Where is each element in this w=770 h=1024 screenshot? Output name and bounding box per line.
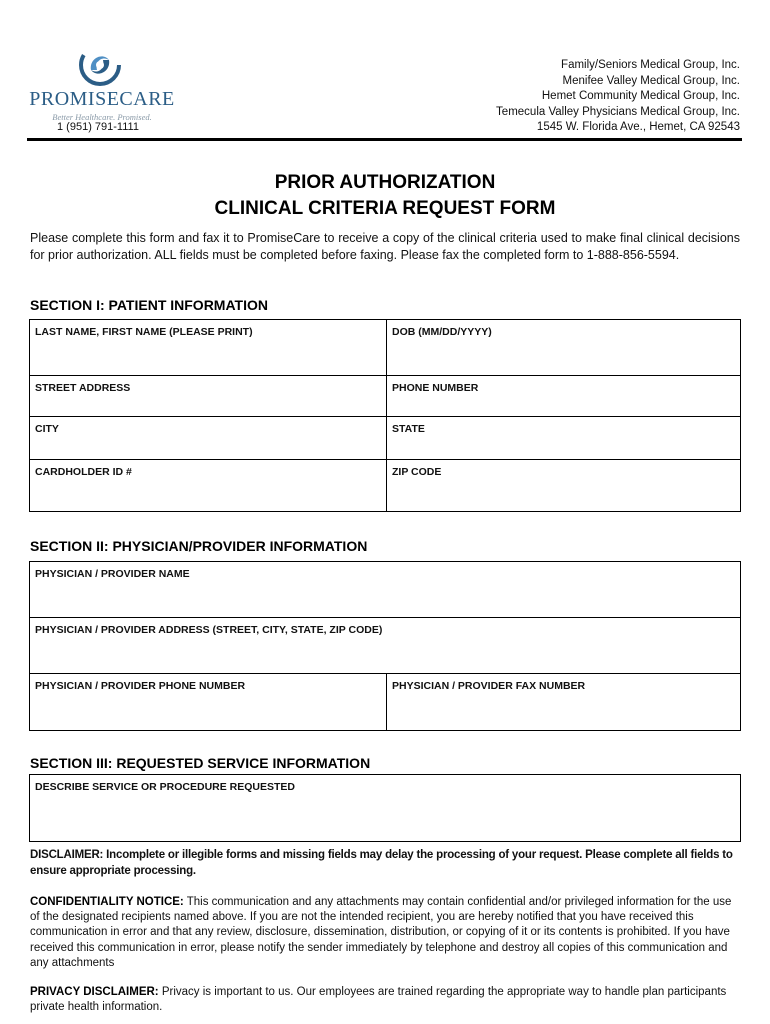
patient-row-id <box>30 459 740 511</box>
logo-tagline: Better Healthcare. Promised. <box>52 112 152 122</box>
header-phone: 1 (951) 791-1111 <box>57 121 139 133</box>
patient-row-city <box>30 416 740 459</box>
patient-city-field[interactable]: CITY <box>30 417 387 459</box>
org-line: Hemet Community Medical Group, Inc. <box>541 90 740 103</box>
patient-row-address <box>30 375 740 416</box>
org-line: Menifee Valley Medical Group, Inc. <box>562 74 740 87</box>
header-divider <box>27 138 742 141</box>
provider-address-field[interactable]: PHYSICIAN / PROVIDER ADDRESS (STREET, CITY, STATE, ZIP CODE) <box>35 624 383 636</box>
service-row <box>30 775 740 841</box>
privacy-disclaimer <box>30 985 742 1015</box>
logo-name: PROMISECARE <box>29 88 175 110</box>
section-1-heading: SECTION I: PATIENT INFORMATION <box>30 297 268 313</box>
patient-zip-field[interactable]: ZIP CODE <box>392 466 442 478</box>
patient-phone-field[interactable]: PHONE NUMBER <box>392 382 479 394</box>
intro-paragraph: Please complete this form and fax it to PromiseCare to receive a copy of the clinical criteria used to make final clinical decisions for prior authorization. ALL fields must be completed before faxing. Please fax the completed form to 1-888-856-5594. <box>30 231 740 262</box>
service-info-grid <box>29 774 741 842</box>
privacy-text: Privacy is important to us. Our employees are trained regarding the appropriate way to handle plan participants private health information. <box>30 986 727 1014</box>
provider-info-grid <box>29 561 741 731</box>
provider-row-contact <box>30 673 740 730</box>
provider-phone-field[interactable]: PHYSICIAN / PROVIDER PHONE NUMBER <box>30 674 387 730</box>
provider-fax-field[interactable]: PHYSICIAN / PROVIDER FAX NUMBER <box>392 680 586 692</box>
patient-name-field[interactable]: LAST NAME, FIRST NAME (PLEASE PRINT) <box>30 320 387 375</box>
patient-state-field[interactable]: STATE <box>392 423 425 435</box>
form-title <box>0 170 770 222</box>
organization-address-block <box>496 58 740 136</box>
confidentiality-text: This communication and any attachments may contain confidential and/or privileged information for the use of the designated recipients named above. If you are not the intended recipient, you are hereby notified that you have received this communication in error and that any review, disclosure, dissemination, distribution, or copying of it or its contents is prohibited. If you have received this communication in error, please notify the sender immediately by telephone and destroy all copies of this communication and any attachments <box>30 896 732 969</box>
promisecare-logo-icon <box>79 44 121 86</box>
section-2-heading: SECTION II: PHYSICIAN/PROVIDER INFORMATION <box>30 538 368 554</box>
patient-dob-field[interactable]: DOB (MM/DD/YYYY) <box>392 326 492 338</box>
org-address: 1545 W. Florida Ave., Hemet, CA 92543 <box>536 121 740 134</box>
patient-street-field[interactable]: STREET ADDRESS <box>30 376 387 416</box>
title-line-1: PRIOR AUTHORIZATION <box>274 172 496 193</box>
disclaimer-text: DISCLAIMER: Incomplete or illegible forms and missing fields may delay the processing of your request. Please complete all fields to ensure appropriate processing. <box>30 849 733 877</box>
section-3-heading: SECTION III: REQUESTED SERVICE INFORMATION <box>30 755 371 771</box>
patient-info-grid <box>29 319 741 512</box>
provider-row-name <box>30 562 740 617</box>
confidentiality-notice <box>30 895 742 971</box>
service-description-field[interactable]: DESCRIBE SERVICE OR PROCEDURE REQUESTED <box>35 781 296 793</box>
title-line-2: CLINICAL CRITERIA REQUEST FORM <box>214 198 556 219</box>
cardholder-id-field[interactable]: CARDHOLDER ID # <box>30 460 387 511</box>
provider-row-address <box>30 617 740 673</box>
confidentiality-label: CONFIDENTIALITY NOTICE: <box>30 896 184 908</box>
org-line: Family/Seniors Medical Group, Inc. <box>561 59 740 71</box>
org-line: Temecula Valley Physicians Medical Group, Inc. <box>496 105 740 118</box>
provider-name-field[interactable]: PHYSICIAN / PROVIDER NAME <box>35 568 190 580</box>
privacy-label: PRIVACY DISCLAIMER: <box>30 986 159 998</box>
patient-row-name <box>30 320 740 375</box>
